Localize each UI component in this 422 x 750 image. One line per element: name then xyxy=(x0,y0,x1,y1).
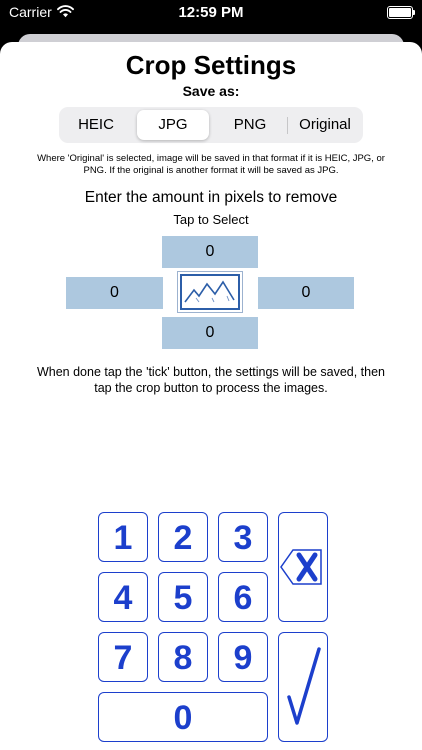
segment-original[interactable]: Original xyxy=(299,116,351,133)
key-6[interactable]: 6 xyxy=(218,572,268,622)
key-7[interactable]: 7 xyxy=(98,632,148,682)
crop-settings-sheet xyxy=(0,42,422,750)
format-segmented-control xyxy=(59,107,363,143)
key-9[interactable]: 9 xyxy=(218,632,268,682)
key-1[interactable]: 1 xyxy=(98,512,148,562)
key-2[interactable]: 2 xyxy=(158,512,208,562)
pixels-heading: Enter the amount in pixels to remove xyxy=(84,189,338,206)
backspace-icon xyxy=(279,513,326,620)
status-bar xyxy=(0,0,422,28)
crop-top-field[interactable]: 0 xyxy=(162,236,258,268)
carrier-label: Carrier xyxy=(9,4,52,20)
checkmark-icon xyxy=(279,633,326,740)
segment-jpg[interactable]: JPG xyxy=(137,110,209,140)
key-3[interactable]: 3 xyxy=(218,512,268,562)
crop-bottom-field[interactable]: 0 xyxy=(162,317,258,349)
segment-png[interactable]: PNG xyxy=(233,116,267,133)
crop-right-field[interactable]: 0 xyxy=(258,277,354,309)
format-note: Where 'Original' is selected, image will be saved in that format if it is HEIC, JPG, or PNG. If the original is another format it will be saved as JPG. xyxy=(37,153,385,176)
crop-left-field[interactable]: 0 xyxy=(66,277,163,309)
key-0[interactable]: 0 xyxy=(98,692,268,742)
backspace-button[interactable] xyxy=(278,512,328,622)
save-as-label: Save as: xyxy=(182,83,240,99)
segment-divider xyxy=(287,117,288,134)
status-time: 12:59 PM xyxy=(178,4,244,21)
key-4[interactable]: 4 xyxy=(98,572,148,622)
page-title: Crop Settings xyxy=(125,50,297,80)
instructions-text: When done tap the 'tick' button, the settings will be saved, then tap the crop button to process the images. xyxy=(36,365,386,395)
mountain-image-icon xyxy=(180,274,240,310)
tick-button[interactable] xyxy=(278,632,328,742)
key-8[interactable]: 8 xyxy=(158,632,208,682)
tap-to-select-label: Tap to Select xyxy=(173,212,249,227)
key-5[interactable]: 5 xyxy=(158,572,208,622)
battery-icon xyxy=(387,6,413,19)
segment-heic[interactable]: HEIC xyxy=(78,116,114,133)
